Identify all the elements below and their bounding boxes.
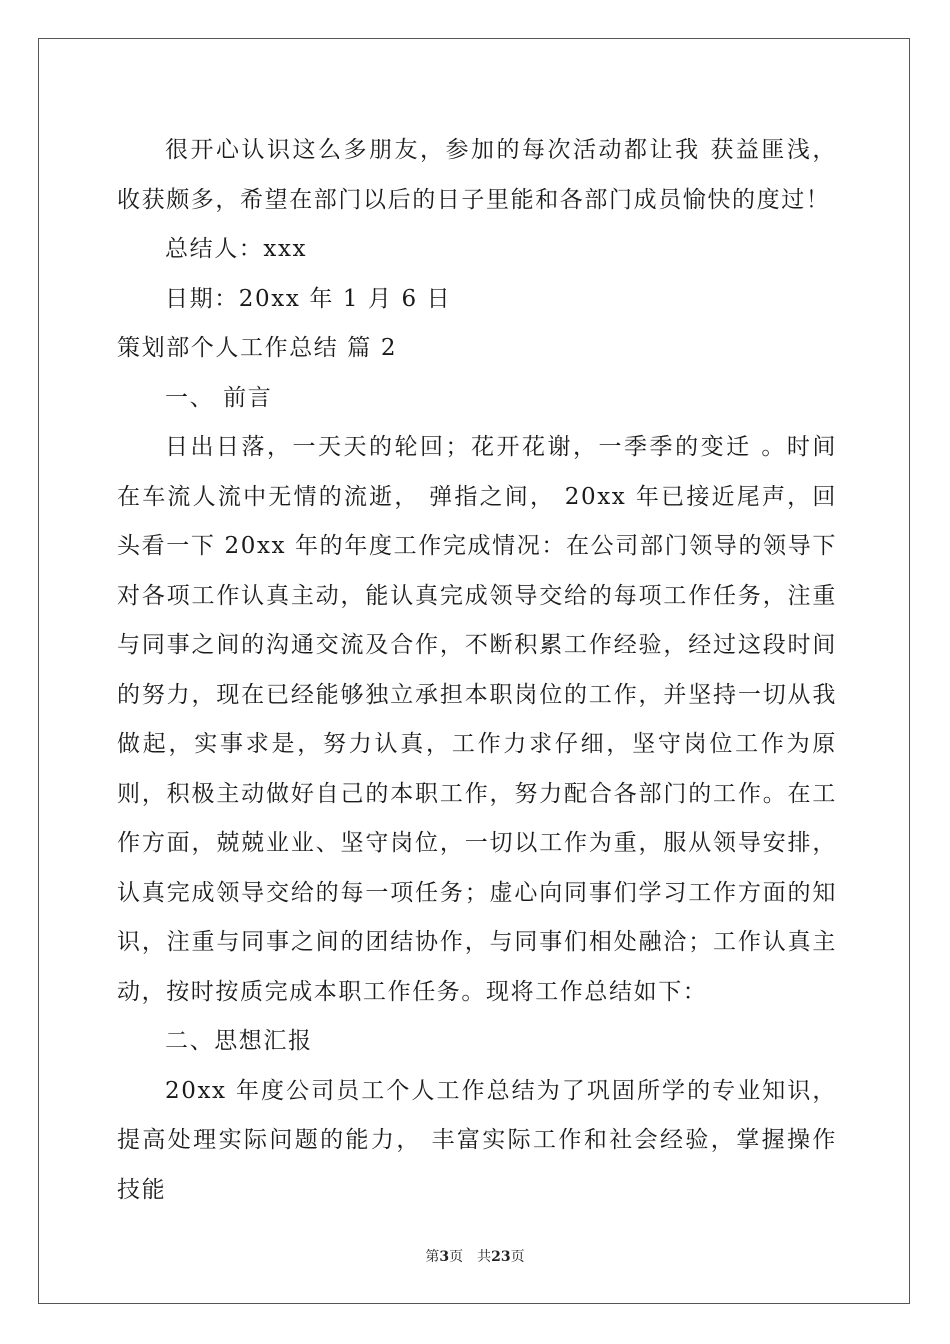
summary-author: 总结人：xxx <box>165 236 308 262</box>
document-body <box>117 126 837 1215</box>
heading-preface: 一、 前言 <box>165 384 273 411</box>
section-title: 策划部个人工作总结 篇 2 <box>117 335 398 361</box>
paragraph-closing: 很开心认识这么多朋友，参加的每次活动都让我 获益匪浅，收获颇多，希望在部门以后的日子里能和各部门成员愉快的度过！ <box>117 137 837 213</box>
footer-mid: 页 共 <box>449 1249 492 1265</box>
paragraph-thoughts: 20xx 年度公司员工个人工作总结为了巩固所学的专业知识，提高处理实际问题的能力， 丰富实际工作和社会经验，掌握操作技能 <box>117 1077 837 1203</box>
footer-page-number: 3 <box>439 1249 450 1265</box>
page-footer <box>0 1246 950 1266</box>
footer-prefix: 第 <box>425 1249 440 1265</box>
heading-thoughts: 二、思想汇报 <box>165 1028 313 1054</box>
footer-suffix: 页 <box>510 1249 525 1265</box>
footer-total-pages: 23 <box>491 1249 511 1265</box>
summary-date: 日期：20xx 年 1 月 6 日 <box>165 285 452 312</box>
paragraph-preface: 日出日落，一天天的轮回；花开花谢，一季季的变迁 。时间在车流人流中无情的流逝， 弹指之间， 20xx 年已接近尾声，回头看一下 20xx 年的年度工作完成情况：在公司部门领导的领导下对各项工作认真主动，能认真完成领导交给的每项工作任务，注重与同事之间的沟通交流及合作，不断积累工作经验，经过这段时间的努力，现在已经能够独立承担本职岗位的工作，并坚持一切从我做起，实事求是，努力认真，工作力求仔细，坚守岗位工作为原则，积极主动做好自己的本职工作，努力配合各部门的工作。在工作方面，兢兢业业、坚守岗位，一切以工作为重，服从领导安排，认真完成领导交给的每一项任务；虚心向同事们学习工作方面的知识，注重与同事之间的团结协作，与同事们相处融洽；工作认真主动，按时按质完成本职工作任务。现将工作总结如下： <box>117 434 837 1005</box>
